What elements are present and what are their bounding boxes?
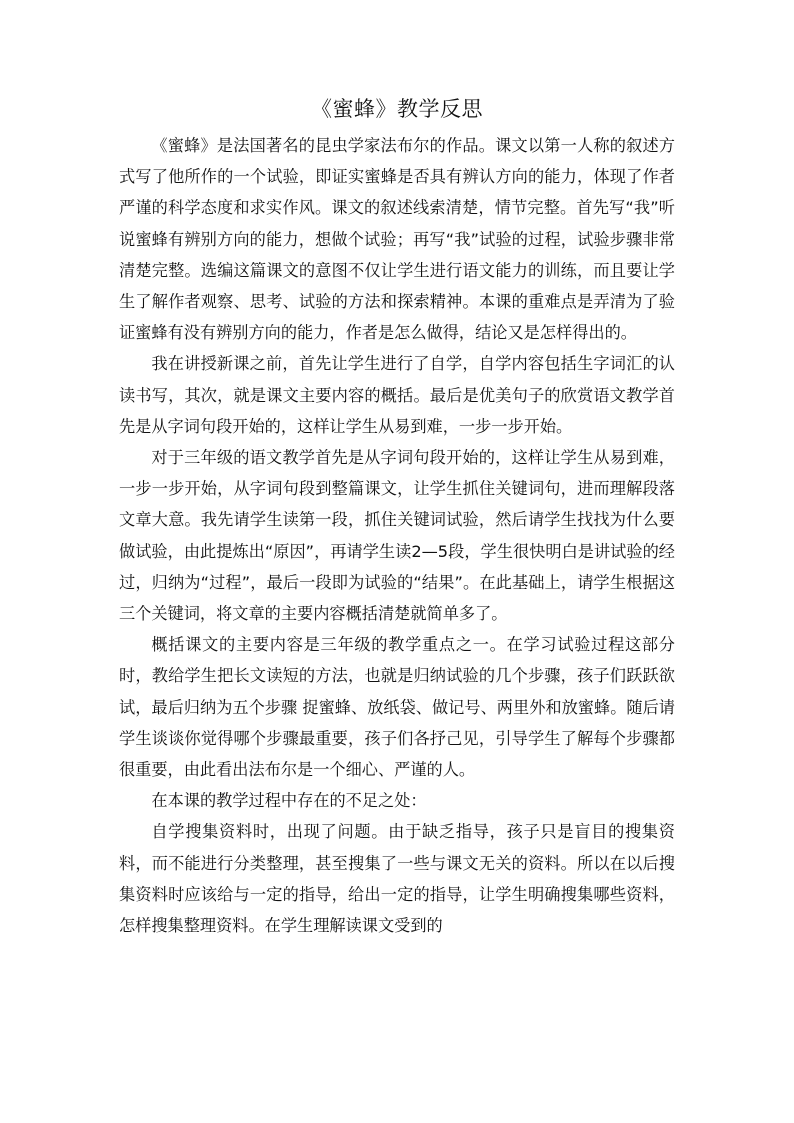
paragraph-intro: 《蜜蜂》是法国著名的昆虫学家法布尔的作品。课文以第一人称的叙述方式写了他所作的一个试验，即证实蜜蜂是否具有辨认方向的能力，体现了作者严谨的科学态度和求实作风。课文的叙述线索清楚，情节完整。首先写“我”听说蜜蜂有辨别方向的能力，想做个试验；再写“我”试验的过程，试验步骤非常清楚完整。选编这篇课文的意图不仅让学生进行语文能力的训练，而且要让学生了解作者观察、思考、试验的方法和探索精神。本课的重难点是弄清为了验证蜜蜂有没有辨别方向的能力，作者是怎么做得，结论又是怎样得出的。 [119,136,675,343]
paragraph-summary-method: 概括课文的主要内容是三年级的教学重点之一。在学习试验过程这部分时，教给学生把长文读短的方法，也就是归纳试验的几个步骤，孩子们跃跃欲试，最后归纳为五个步骤 捉蜜蜂、放纸袋、做记号、两里外和放蜜蜂。随后请学生谈谈你觉得哪个步骤最重要，孩子们各抒己见，引导学生了解每个步骤都很重要，由此看出法布尔是一个细心、严谨的人。 [119,635,675,780]
paragraph-shortcomings: 自学搜集资料时，出现了问题。由于缺乏指导，孩子只是盲目的搜集资料，而不能进行分类整理，甚至搜集了一些与课文无关的资料。所以在以后搜集资料时应该给与一定的指导，给出一定的指导，让学生明确搜集哪些资料，怎样搜集整理资料。在学生理解读课文受到的 [119,822,675,936]
document-body [119,92,675,941]
paragraph-self-study: 我在讲授新课之前，首先让学生进行了自学，自学内容包括生字词汇的认读书写，其次，就是课文主要内容的概括。最后是优美句子的欣赏语文教学首先是从字词句段开始的，这样让学生从易到难，一步一步开始。 [119,354,675,436]
paragraph-shortcomings-heading: 在本课的教学过程中存在的不足之处： [151,791,427,811]
document-title: 《蜜蜂》教学反思 [311,97,483,121]
paragraph-word-sentence: 对于三年级的语文教学首先是从字词句段开始的，这样让学生从易到难，一步一步开始，从字词句段到整篇课文，让学生抓住关键词句，进而理解段落文章大意。我先请学生读第一段，抓住关键词试验，然后请学生找找为什么要做试验，由此提炼出“原因”，再请学生读2—5段，学生很快明白是讲试验的经过，归纳为“过程”，最后一段即为试验的“结果”。在此基础上，请学生根据这三个关键词，将文章的主要内容概括清楚就简单多了。 [119,448,675,624]
